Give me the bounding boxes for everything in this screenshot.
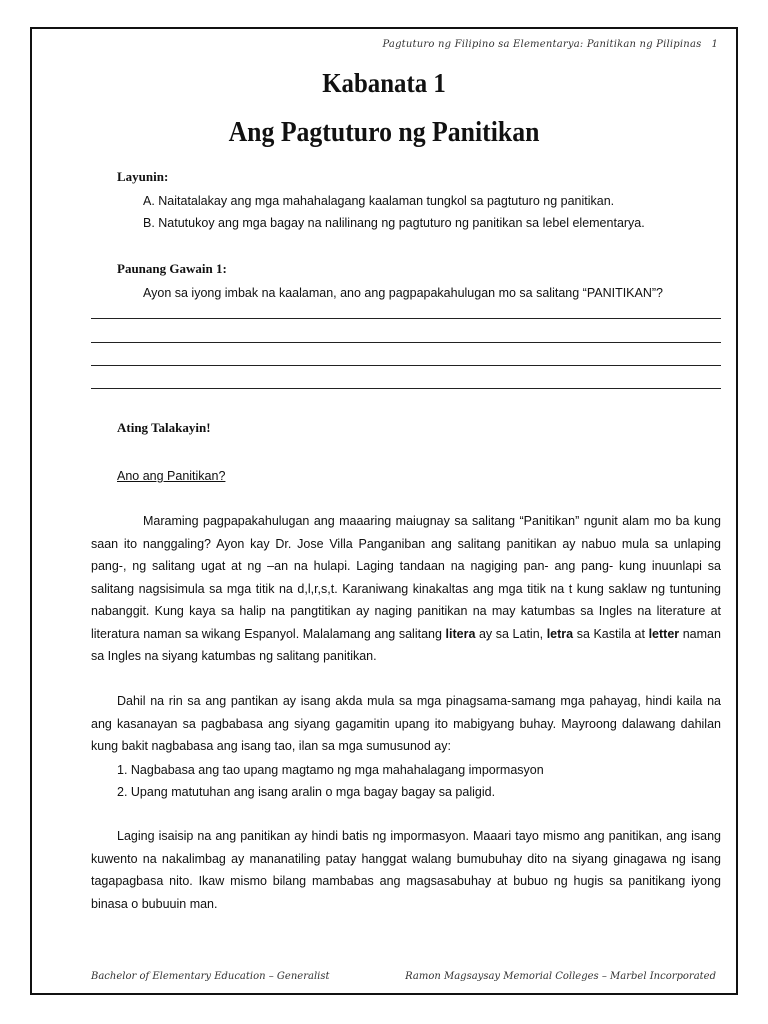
pre-activity-question: Ayon sa iyong imbak na kaalaman, ano ang pagpapakahulugan mo sa salitang “PANITIKAN”? [143, 286, 663, 300]
paragraph-3: Laging isaisip na ang panitikan ay hindi batis ng impormasyon. Maaari tayo mismo ang panitikan, ang isang kuwento na nakalimbag ay mananatiling patay hanggat walang bumubuhay dito na siyang ginagawa ng isang tagapagbasa nito. Ikaw mismo bilang mambabas ang magsasabuhay at bubuo ng hugis sa panitikang iyong binasa o bubuuin man. [91, 829, 721, 911]
list-item: 2. Upang matutuhan ang isang aralin o mga bagay bagay sa paligid. [117, 785, 496, 799]
answer-line[interactable] [91, 318, 721, 319]
pre-activity-label: Paunang Gawain 1: [117, 261, 227, 276]
objective-item: A. Naitatalakay ang mga mahahalagang kaalaman tungkol sa pagtuturo ng panitikan. [143, 194, 615, 208]
discussion-label: Ating Talakayin! [117, 420, 211, 435]
term-letter: letter [648, 626, 680, 641]
paragraph-2: Dahil na rin sa ang pantikan ay isang akda mula sa mga pinagsama-samang mga pahayag, hindi kaila na ang kasanayan sa pagbabasa ang siyang gagamitin upang ito mabigyang buhay. Mayroong dalawang dahilan kung bakit nagbabasa ang isang tao, ilan sa mga sumusunod ay: [91, 694, 721, 753]
answer-line[interactable] [91, 365, 721, 366]
chapter-heading: Kabanata 1 [322, 68, 446, 98]
objectives-label: Layunin: [117, 169, 169, 184]
paragraph-1: Maraming pagpapakahulugan ang maaaring maiugnay sa salitang “Panitikan” ngunit alam mo ba kung saan ito nanggaling? Ayon kay Dr. Jose Villa Panganiban ang salitang panitikan ay nabuo mula sa unlaping pang-, ng salitang ugat at ng –an na hulapi. Laging tandaan na nagiging pan- ang pang- kung inuunlapi sa salitang nagsisimula sa mga titik na d,l,r,s,t. Karaniwang kinakaltas ang mga titik na t kung saklaw ng tuntuning nabanggit. Kung kaya sa halip na pangtitikan ay naging panitikan na may katumbas sa Ingles na literature at literatura naman sa wikang Espanyol. Malalamang ang salitang litera ay sa Latin, letra sa Kastila at letter naman sa Ingles na siyang katumbas ng salitang panitikan. [91, 514, 721, 663]
answer-line[interactable] [91, 342, 721, 343]
objective-item: B. Natutukoy ang mga bagay na nalilinang ng pagtuturo ng panitikan sa lebel elementarya. [143, 216, 645, 230]
page-number: 1 [711, 39, 718, 50]
answer-line[interactable] [91, 388, 721, 389]
term-letra: letra [546, 626, 574, 641]
running-title: Pagtuturo ng Filipino sa Elementarya: Panitikan ng Pilipinas [382, 39, 702, 50]
term-litera: litera [445, 626, 476, 641]
page-title: Ang Pagtuturo ng Panitikan [228, 117, 540, 148]
footer-institution: Ramon Magsaysay Memorial Colleges – Marbel Incorporated [405, 971, 716, 982]
subheading: Ano ang Panitikan? [117, 469, 226, 483]
footer-program: Bachelor of Elementary Education – Generalist [91, 971, 330, 982]
running-header [382, 39, 718, 50]
list-item: 1. Nagbabasa ang tao upang magtamo ng mga mahahalagang impormasyon [117, 763, 544, 777]
